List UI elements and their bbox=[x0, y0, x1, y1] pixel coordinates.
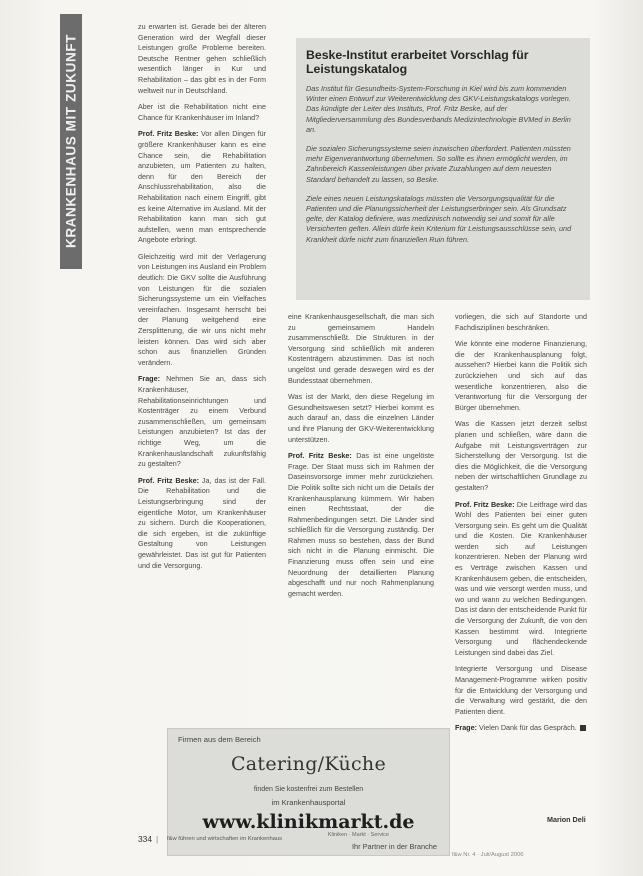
speaker-label: Prof. Fritz Beske: bbox=[138, 475, 199, 485]
paragraph: Prof. Fritz Beske: Ja, das ist der Fall. Die Rehabilitation und die Leistungserbringung sind der eigentliche Motor, um Krankenhäuser zu sichern. Durch die Kooperationen, die sich ergeben, ist die zukünftige Gestaltung von Leistungen gewährleistet. Das ist gut für Patienten und die Versorgung. bbox=[138, 475, 266, 570]
box-paragraph: Das Institut für Gesundheits-System-Forschung in Kiel wird bis zum kommenden Winter einen Entwurf zur Weiterentwicklung des GKV-Leistungskatalogs vorlegen. Das kündigte der Leiter des Instituts, Prof. Fritz Beske, auf der Mitgliederversammlung des Bundesverbands Medizintechnologie BVMed in Berlin an. bbox=[306, 84, 571, 134]
ad-line1: finden Sie kostenfrei zum Bestellen bbox=[253, 786, 364, 793]
paragraph: Was die Kassen jetzt derzeit selbst planen und schließen, wäre dann die Aufgabe mit Leistungsverträgen zur Sicherstellung der Versorgung. Ist die dies die Möglichkeit, die die Versorgung neben der wirtschaftlichen Grundlage zu gestalten? bbox=[455, 419, 587, 492]
paragraph: eine Krankenhausgesellschaft, die man sich zu gemeinsamem Handeln zusammenschließt. Die Strukturen in der Versorgung sind schließlich mit anderen Kostenträgern abzustimmen. Das ist noch ungelöst und gerade deswegen wird es der Bundesstaat übernehmen. bbox=[288, 312, 434, 385]
ad-small-text: Kliniken · Markt · Service bbox=[327, 832, 389, 838]
speaker-label: Frage: bbox=[138, 374, 160, 384]
ad-url-link[interactable]: www.klinikmarkt.de bbox=[202, 811, 415, 833]
paragraph: Aber ist die Rehabilitation nicht eine Chance für Krankenhäuser im Inland? bbox=[138, 102, 266, 122]
author-name: Marion Deli bbox=[547, 815, 586, 824]
footer-issue: f&w Nr. 4 · Juli/August 2006 bbox=[452, 852, 524, 858]
info-box bbox=[296, 38, 590, 300]
ad-headline: Catering/Küche bbox=[230, 753, 387, 775]
column-right bbox=[455, 312, 587, 740]
footer-separator: | bbox=[156, 834, 159, 844]
column-middle bbox=[288, 312, 434, 605]
paragraph: Prof. Fritz Beske: Das ist eine ungelöste Frage. Der Staat muss sich im Rahmen der Daseinsvorsorge immer mehr zurückziehen. Die Politik sollte sich nicht um die Details der Krankenhausplanung kümmern. Wir haben einen Rechtsstaat, der die Rahmenbedingungen setzt. Die Länder sind schließlich für die Versorgung zuständig. Der Rahmen muss so bestehen, dass der Bund sich nicht in die Planung einmischt. Die Finanzierung muss offen sein und eine Neuordnung der detaillierten Planung abgeschafft und nur noch Rahmenplanung gemacht werden. bbox=[288, 451, 434, 598]
page-number: 334 bbox=[138, 834, 152, 844]
speaker-label: Prof. Fritz Beske: bbox=[455, 499, 515, 509]
paragraph: Prof. Fritz Beske: Vor allen Dingen für größere Krankenhäuser kann es eine Chance sein, die Rehabilitation anzubieten, um Patienten zu halten, denn für den Bereich der Anschlussrehabilitation, also die Rehabilitation nach einem Eingriff, gibt es keine Alternative im Ausland. Mit der Rehabilitation kann man sich gut aufstellen, wenn man entsprechende Angebote erbringt. bbox=[138, 129, 266, 245]
paragraph: Was ist der Markt, den diese Regelung im Gesundheitswesen setzt? Hierbei kommt es auch darauf an, dass die einzelnen Länder und ihre Planung der GKV-Weiterentwicklung unterstützen. bbox=[288, 392, 434, 444]
speaker-label: Prof. Fritz Beske: bbox=[288, 451, 352, 461]
paragraph: Frage: Vielen Dank für das Gespräch. bbox=[455, 723, 587, 734]
box-paragraph: Die sozialen Sicherungssysteme seien inzwischen überfordert. Patienten müssten mehr Eigenverantwortung übernehmen. So sollte es ihnen ermöglicht werden, im Zahnbereich Kassenleistungen über private Zuzahlungen auf dem neuesten Standard behandelt zu lassen, so Beske. bbox=[306, 144, 571, 184]
box-paragraph: Ziele eines neuen Leistungskatalogs müssten die Versorgungsqualität für die Patienten und die Planungssicherheit der Leistungserbringer sein. Als Grundsatz gelte, der Katalog definiere, was medizinisch notwendig sei und somit für alle Versicherten gelten. Allein dürfe kein Kriterium für Leistungsausschlüsse sein, und Krankheit dürfe nicht zum finanziellen Ruin führen. bbox=[306, 193, 572, 244]
speaker-label: Prof. Fritz Beske: bbox=[138, 129, 199, 139]
paragraph: zu erwarten ist. Gerade bei der älteren Generation wird der Wegfall dieser Leistungen große Probleme bereiten. Deutsche Rentner gehen schließlich wesentlich länger in Kur und Rehabilitation – das gibt es in der Form weltweit nur in Deutschland. bbox=[138, 22, 266, 95]
end-of-article-mark bbox=[580, 725, 586, 731]
box-title: Beske-Institut erarbeitet Vorschlag für Leistungskatalog bbox=[306, 48, 529, 76]
paragraph: Frage: Nehmen Sie an, dass sich Krankenhäuser, Rehabilitationseinrichtungen und Kostenträger zu einem Verbund zusammenschließen, um gemeinsam Leistungen anzubieten? Ist das der richtige Weg, um die Krankenhauslandschaft zukunftsfähig zu gestalten? bbox=[138, 374, 267, 469]
column-left bbox=[138, 22, 266, 577]
paragraph: Integrierte Versorgung und Disease Management-Programme wirken positiv für die Entwicklung der Versorgung und die Verwaltung wird gestärkt, die den Patienten dient. bbox=[455, 664, 587, 716]
speaker-label: Frage: bbox=[455, 723, 477, 733]
paragraph: Prof. Fritz Beske: Die Leitfrage wird das Wohl des Patienten bei einer guten Versorgung sein. Es geht um die Qualität und die Kosten. Die Krankenhäuser werden sich auf Leistungen konzentrieren. Neben der Planung wird es Verträge zwischen Kassen und Krankenhäusern geben, die entscheiden, was und wie versorgt werden muss, und wo und wann zu welchen Bedingungen. Das ist dann der entscheidende Punkt für die Versorgung der Zukunft, die von den Kassen bestimmt wird. Integrierte Versorgung und flächendeckende Leistungen sind dabei das Ziel. bbox=[455, 499, 588, 657]
ad-top-text: Firmen aus dem Bereich bbox=[178, 735, 261, 744]
footer-title: f&w führen und wirtschaften im Krankenhaus bbox=[167, 836, 283, 842]
paragraph: vorliegen, die sich auf Standorte und Fachdisziplinen beschränken. bbox=[455, 312, 587, 332]
paragraph: Gleichzeitig wird mit der Verlagerung von Leistungen ins Ausland ein Problem deutlich: Die GKV sollte die Ausführung von Leistungen für die sozialen Sicherungssysteme um ein Vielfaches vereinfachen. Insgesamt herrscht bei der Planung weitgehend eine Zersplitterung, die wir uns nicht mehr leisten können. Das wird sich aber schon aus finanziellen Gründen verändern. bbox=[138, 251, 266, 367]
ad-line2: im Krankenhausportal bbox=[271, 798, 346, 807]
paragraph: Wie könnte eine moderne Finanzierung, die der Krankenhausplanung folgt, aussehen? Hierbei kann die Politik sich zurückziehen und sich auf das wesentliche konzentrieren, also die Verantwortung für die Versorgung der Bürger übernehmen. bbox=[455, 339, 587, 412]
ad-bottom-text: Ihr Partner in der Branche bbox=[351, 842, 437, 851]
side-label: KRANKENHAUS MIT ZUKUNFT bbox=[63, 33, 79, 249]
